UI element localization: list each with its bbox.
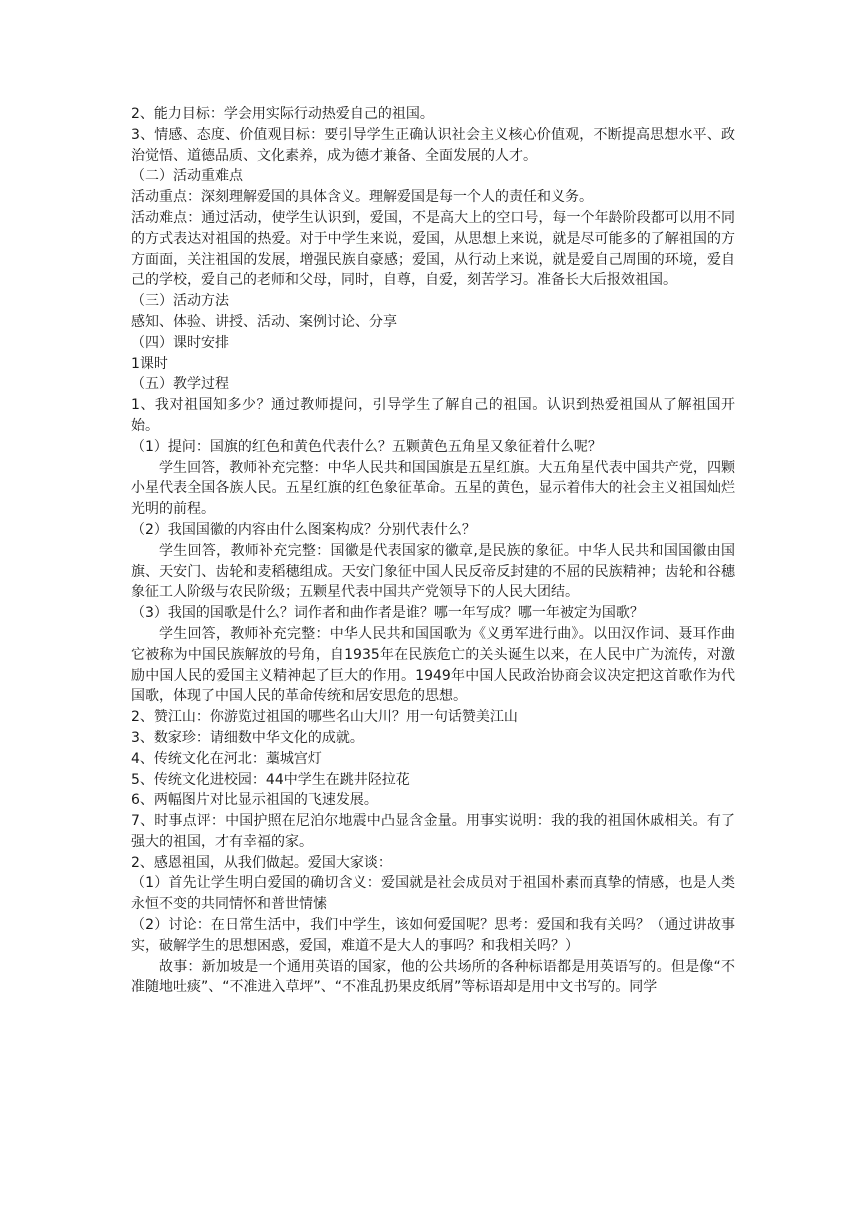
story-paragraph: 故事：新加坡是一个通用英语的国家，他的公共场所的各种标语都是用英语写的。但是像“不准随地吐痰”、“不准进入草坪”、“不准乱扔果皮纸屑”等标语却是用中文书写的。同学 (131, 958, 735, 996)
question: （1）提问：国旗的红色和黄色代表什么？五颗黄色五角星又象征着什么呢？ (131, 438, 602, 455)
document-page (131, 104, 735, 998)
paragraph: 2、赞江山：你游览过祖国的哪些名山大川？用一句话赞美江山 (131, 709, 518, 726)
paragraph: 3、情感、态度、价值观目标：要引导学生正确认识社会主义核心价值观，不断提高思想水平、政治觉悟、道德品质、文化素养，成为德才兼备、全面发展的人才。 (131, 126, 735, 164)
question: （3）我国的国歌是什么？词作者和曲作者是谁？哪一年写成？哪一年被定为国歌？ (131, 605, 644, 622)
paragraph: 2、感恩祖国，从我们做起。爱国大家谈： (131, 854, 392, 871)
paragraph: 5、传统文化进校园：44中学生在跳井陉拉花 (131, 771, 410, 788)
paragraph: 感知、体验、讲授、活动、案例讨论、分享 (131, 313, 397, 330)
section-heading: （四）课时安排 (131, 334, 229, 351)
paragraph: 1、我对祖国知多少？通过教师提问，引导学生了解自己的祖国。认识到热爱祖国从了解祖国开始。 (131, 397, 735, 434)
paragraph: 活动重点：深刻理解爱国的具体含义。理解爱国是每一个人的责任和义务。 (131, 189, 593, 206)
section-heading: （三）活动方法 (131, 293, 229, 310)
paragraph: （1）首先让学生明白爱国的确切含义：爱国就是社会成员对于祖国朴素而真挚的情感，也是人类永恒不变的共同情怀和普世情愫 (131, 875, 735, 913)
paragraph: 6、两幅图片对比显示祖国的飞速发展。 (131, 792, 378, 809)
paragraph: 活动难点：通过活动，使学生认识到，爱国，不是高大上的空口号，每一个年龄阶段都可以用不同的方式表达对祖国的热爱。对于中学生来说，爱国，从思想上来说，就是尽可能多的了解祖国的方方面面，关注祖国的发展，增强民族自豪感；爱国，从行动上来说，就是爱自己周围的环境，爱自己的学校，爱自己的老师和父母，同时，自尊，自爱，刻苦学习。准备长大后报效祖国。 (131, 209, 735, 289)
answer-paragraph: 学生回答，教师补充完整：国徽是代表国家的徽章,是民族的象征。中华人民共和国国徽由国旗、天安门、齿轮和麦稻穗组成。天安门象征中国人民反帝反封建的不屈的民族精神；齿轮和谷穗象征工人阶级与农民阶级；五颗星代表中国共产党领导下的人民大团结。 (131, 542, 735, 601)
paragraph: 1课时 (131, 355, 168, 372)
section-heading: （二）活动重难点 (131, 168, 243, 185)
answer-paragraph: 学生回答，教师补充完整：中华人民共和国国歌为《义勇军进行曲》。以田汉作词、聂耳作曲它被称为中国民族解放的号角，自1935年在民族危亡的关头诞生以来，在人民中广为流传，对激励中国人民的爱国主义精神起了巨大的作用。1949年中国人民政治协商会议决定把这首歌作为代国歌，体现了中国人民的革命传统和居安思危的思想。 (131, 625, 735, 705)
answer-paragraph: 学生回答，教师补充完整：中华人民共和国国旗是五星红旗。大五角星代表中国共产党，四颗小星代表全国各族人民。五星红旗的红色象征革命。五星的黄色，显示着伟大的社会主义祖国灿烂光明的前程。 (131, 459, 735, 518)
paragraph: 4、传统文化在河北：藁城宫灯 (131, 750, 322, 767)
section-heading: （五）教学过程 (131, 376, 229, 393)
paragraph: 3、数家珍：请细数中华文化的成就。 (131, 729, 364, 746)
paragraph: （2）讨论：在日常生活中，我们中学生，该如何爱国呢？思考：爱国和我有关吗？（通过讲故事实，破解学生的思想困惑，爱国，难道不是大人的事吗？和我相关吗？） (131, 917, 735, 954)
question: （2）我国国徽的内容由什么图案构成？分别代表什么？ (131, 521, 476, 538)
paragraph: 2、能力目标：学会用实际行动热爱自己的祖国。 (131, 106, 434, 122)
paragraph: 7、时事点评：中国护照在尼泊尔地震中凸显含金量。用事实说明：我的我的祖国休戚相关。有了强大的祖国，才有幸福的家。 (131, 813, 735, 850)
